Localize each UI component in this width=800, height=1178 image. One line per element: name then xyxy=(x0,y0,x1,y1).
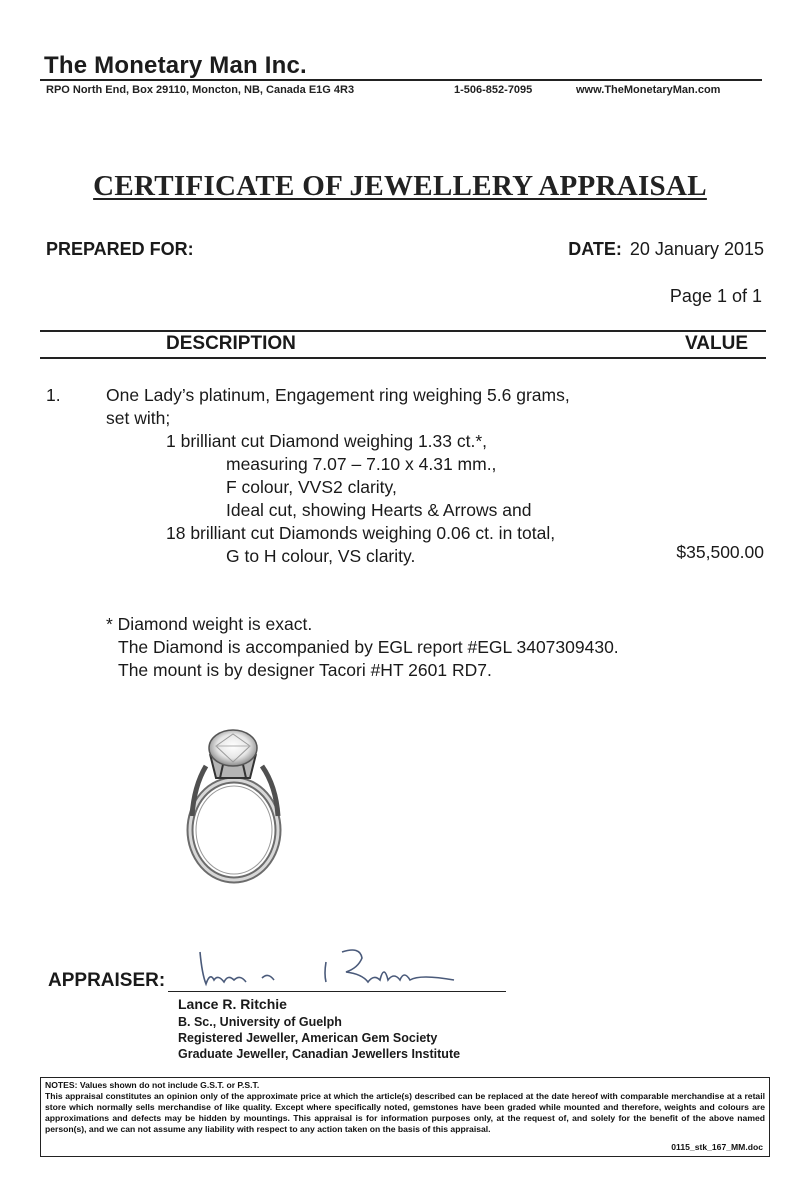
appraiser-name: Lance R. Ritchie xyxy=(178,996,287,1012)
certificate-title: CERTIFICATE OF JEWELLERY APPRAISAL xyxy=(93,170,707,202)
value-header: VALUE xyxy=(685,333,748,354)
document-reference: 0115_stk_167_MM.doc xyxy=(671,1142,763,1152)
item-line: measuring 7.07 – 7.10 x 4.31 mm., xyxy=(226,454,497,474)
table-bottom-rule xyxy=(40,357,766,359)
appraiser-label: APPRAISER: xyxy=(48,970,166,991)
date-value: 20 January 2015 xyxy=(629,239,764,259)
company-phone: 1-506-852-7095 xyxy=(454,84,533,96)
ring-photo xyxy=(176,726,286,886)
disclaimer-head: NOTES: Values shown do not include G.S.T. or P.S.T. xyxy=(45,1080,260,1090)
item-number: 1. xyxy=(46,385,61,405)
item-line: One Lady’s platinum, Engagement ring weighing 5.6 grams, xyxy=(106,385,570,405)
item-line: set with; xyxy=(106,408,171,428)
weight-note: * Diamond weight is exact. xyxy=(106,614,313,634)
appraiser-credential: Graduate Jeweller, Canadian Jewellers Institute xyxy=(178,1047,461,1061)
disclaimer-box xyxy=(40,1077,770,1157)
company-name: The Monetary Man Inc. xyxy=(44,52,307,79)
mount-note: The mount is by designer Tacori #HT 2601 RD7. xyxy=(118,660,492,680)
date-block xyxy=(568,239,764,260)
item-value: $35,500.00 xyxy=(676,542,764,562)
item-line: F colour, VVS2 clarity, xyxy=(226,477,397,497)
company-address: RPO North End, Box 29110, Moncton, NB, Canada E1G 4R3 xyxy=(46,84,355,96)
disclaimer-body: This appraisal constitutes an opinion only of the approximate price at which the article(s) described can be replaced at the date hereof with comparable merchandise at a retail store which normally sells merchandise of like quality. Except where specifically noted, gemstones have been graded while mounted and therefore, weights and colours are approximations and defects may be hidden by mountings. This appraisal is for information purposes only, at the request of, and solely for the benefit of the above named person(s), and we can not assume any liability with respect to any action taken on the basis of this appraisal. xyxy=(45,1091,765,1134)
item-line: 18 brilliant cut Diamonds weighing 0.06 ct. in total, xyxy=(166,523,556,543)
date-label: DATE: xyxy=(568,239,622,259)
company-website: www.TheMonetaryMan.com xyxy=(576,84,721,96)
item-line: G to H colour, VS clarity. xyxy=(226,546,416,566)
appraiser-credential: B. Sc., University of Guelph xyxy=(178,1015,342,1029)
prepared-for-label: PREPARED FOR: xyxy=(46,239,194,259)
report-note: The Diamond is accompanied by EGL report #EGL 3407309430. xyxy=(118,637,619,657)
item-line: Ideal cut, showing Hearts & Arrows and xyxy=(226,500,532,520)
appraiser-signature xyxy=(192,944,462,990)
signature-line xyxy=(168,991,506,992)
page-number: Page 1 of 1 xyxy=(669,286,762,306)
header-divider xyxy=(40,79,762,81)
description-header: DESCRIPTION xyxy=(166,333,296,354)
table-top-rule xyxy=(40,330,766,332)
item-line: 1 brilliant cut Diamond weighing 1.33 ct.*, xyxy=(166,431,488,451)
appraiser-credential: Registered Jeweller, American Gem Society xyxy=(178,1031,438,1045)
